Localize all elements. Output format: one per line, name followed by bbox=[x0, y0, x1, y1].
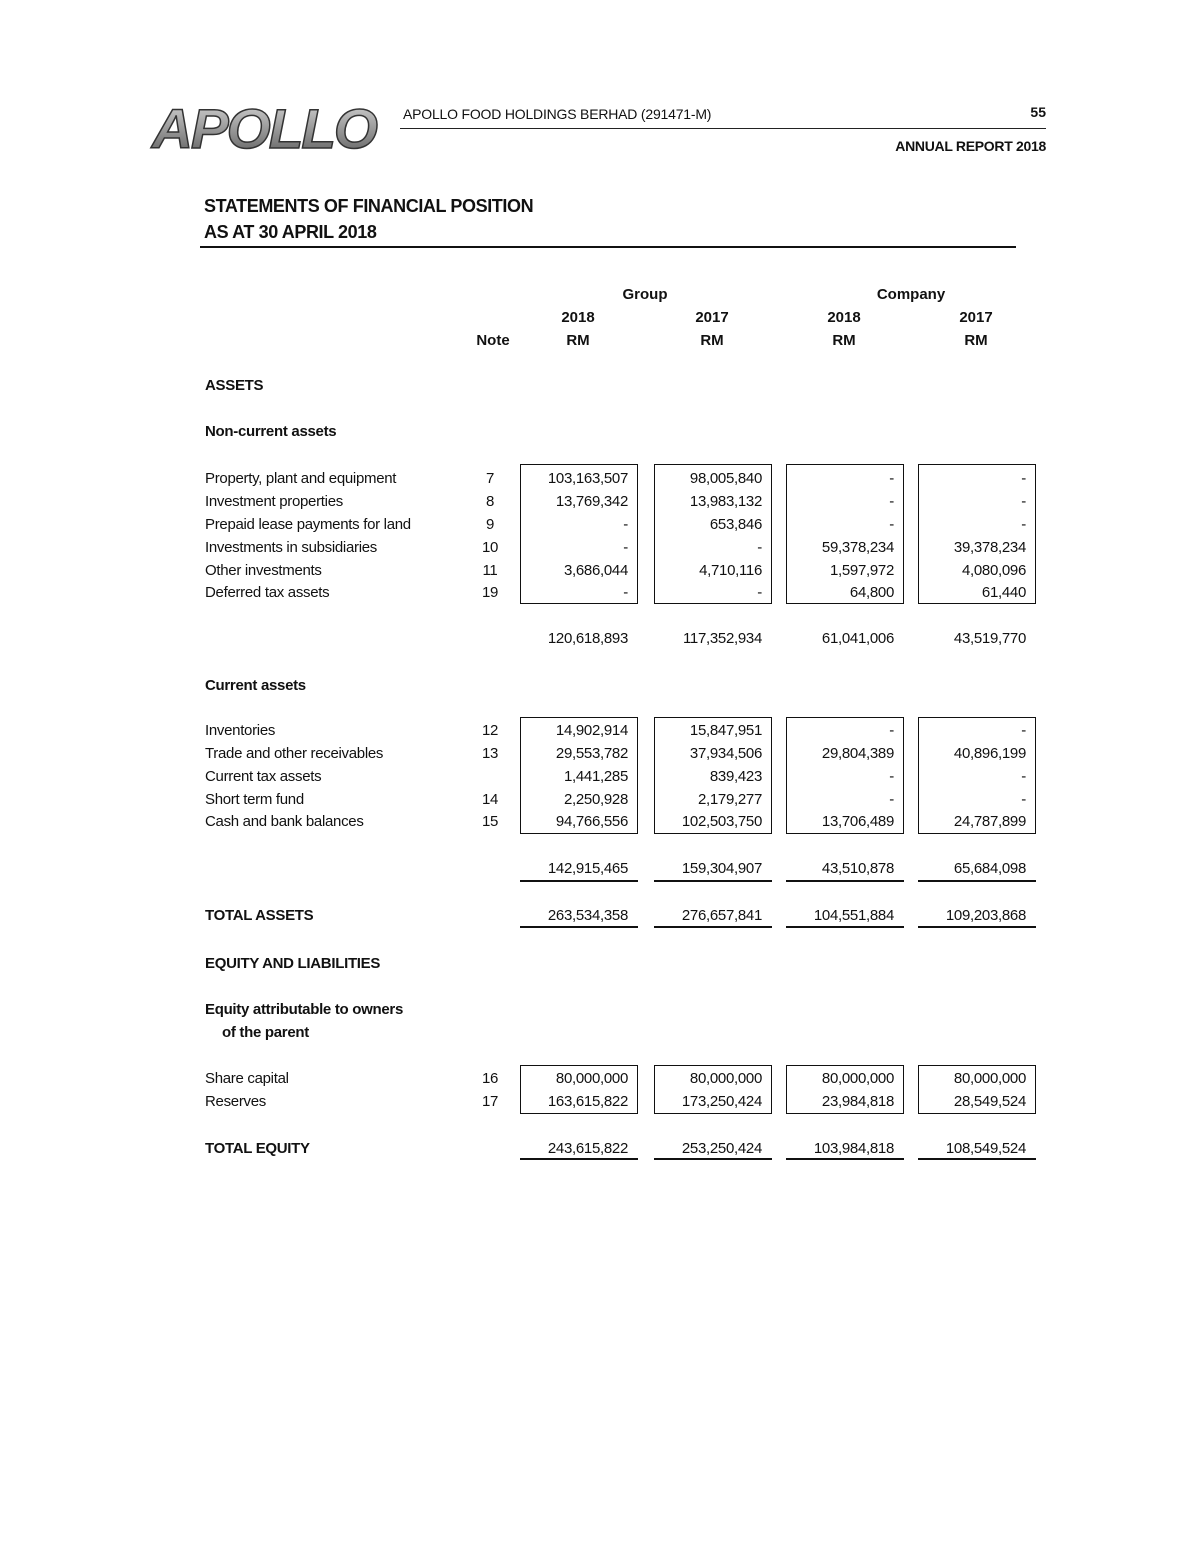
non-current-assets-heading: Non-current assets bbox=[205, 423, 337, 440]
total-underline bbox=[918, 926, 1036, 928]
line-item-label: Cash and bank balances bbox=[205, 813, 364, 830]
amount: - bbox=[1021, 768, 1026, 785]
amount: 102,503,750 bbox=[681, 813, 762, 830]
amount: 2,250,928 bbox=[563, 791, 628, 808]
total-amount: 104,551,884 bbox=[813, 907, 894, 924]
amount: 15,847,951 bbox=[689, 722, 762, 739]
amount: 29,553,782 bbox=[555, 745, 628, 762]
line-item-label: Deferred tax assets bbox=[205, 584, 330, 601]
line-item-label: Short term fund bbox=[205, 791, 304, 808]
amount: - bbox=[757, 539, 762, 556]
amount: - bbox=[1021, 791, 1026, 808]
total-amount: 103,984,818 bbox=[813, 1140, 894, 1157]
amount: 28,549,524 bbox=[953, 1093, 1026, 1110]
subtotal-underline bbox=[654, 880, 772, 882]
amount: 163,615,822 bbox=[547, 1093, 628, 1110]
amount: - bbox=[1021, 722, 1026, 739]
amount: 173,250,424 bbox=[681, 1093, 762, 1110]
line-item-label: Investments in subsidiaries bbox=[205, 539, 377, 556]
title-rule bbox=[200, 246, 1016, 248]
amount: 839,423 bbox=[709, 768, 762, 785]
amount: 39,378,234 bbox=[953, 539, 1026, 556]
amount: - bbox=[1021, 470, 1026, 487]
year-header: 2017 bbox=[695, 309, 729, 326]
line-item-label: Prepaid lease payments for land bbox=[205, 516, 411, 533]
amount: - bbox=[889, 470, 894, 487]
note-ref: 8 bbox=[485, 493, 495, 510]
total-amount: 263,534,358 bbox=[547, 907, 628, 924]
amount: 13,983,132 bbox=[689, 493, 762, 510]
line-item-label: Inventories bbox=[205, 722, 276, 739]
year-header: 2017 bbox=[959, 309, 993, 326]
amount: 3,686,044 bbox=[563, 562, 628, 579]
total-underline bbox=[520, 926, 638, 928]
amount: 2,179,277 bbox=[697, 791, 762, 808]
total-amount: 253,250,424 bbox=[681, 1140, 762, 1157]
amount: 1,441,285 bbox=[563, 768, 628, 785]
amount: - bbox=[623, 539, 628, 556]
amount: 23,984,818 bbox=[821, 1093, 894, 1110]
note-ref: 17 bbox=[481, 1093, 499, 1110]
amount: - bbox=[889, 768, 894, 785]
amount: 1,597,972 bbox=[829, 562, 894, 579]
total-underline bbox=[786, 1158, 904, 1160]
line-item-label: Reserves bbox=[205, 1093, 266, 1110]
note-ref: 16 bbox=[481, 1070, 499, 1087]
unit-header: RM bbox=[964, 332, 988, 349]
total-amount: 108,549,524 bbox=[945, 1140, 1026, 1157]
amount: 14,902,914 bbox=[555, 722, 628, 739]
amount: 24,787,899 bbox=[953, 813, 1026, 830]
amount: 37,934,506 bbox=[689, 745, 762, 762]
subtotal-amount: 159,304,907 bbox=[681, 860, 762, 877]
amount: - bbox=[623, 584, 628, 601]
total-amount: 276,657,841 bbox=[681, 907, 762, 924]
note-ref: 9 bbox=[485, 516, 495, 533]
amount: 59,378,234 bbox=[821, 539, 894, 556]
assets-heading: ASSETS bbox=[205, 377, 264, 394]
equity-attributable-heading: of the parent bbox=[222, 1024, 309, 1041]
amount: 103,163,507 bbox=[547, 470, 628, 487]
unit-header: RM bbox=[700, 332, 724, 349]
total-underline bbox=[786, 926, 904, 928]
amount: 80,000,000 bbox=[953, 1070, 1026, 1087]
line-item-label: Investment properties bbox=[205, 493, 343, 510]
amount: 80,000,000 bbox=[689, 1070, 762, 1087]
subtotal-amount: 65,684,098 bbox=[953, 860, 1026, 877]
amount: 98,005,840 bbox=[689, 470, 762, 487]
svg-text:APOLLO: APOLLO bbox=[149, 100, 378, 154]
total-amount: 109,203,868 bbox=[945, 907, 1026, 924]
statement-date: AS AT 30 APRIL 2018 bbox=[204, 222, 377, 242]
subtotal-amount: 61,041,006 bbox=[821, 630, 894, 647]
subtotal-amount: 120,618,893 bbox=[547, 630, 628, 647]
total-equity-label: TOTAL EQUITY bbox=[205, 1140, 310, 1157]
page-number: 55 bbox=[1030, 104, 1046, 120]
current-assets-heading: Current assets bbox=[205, 677, 306, 694]
amount: - bbox=[1021, 493, 1026, 510]
apollo-logo bbox=[148, 100, 380, 154]
subtotal-underline bbox=[520, 880, 638, 882]
company-header: Company bbox=[876, 286, 946, 303]
line-item-label: Other investments bbox=[205, 562, 322, 579]
total-underline bbox=[654, 926, 772, 928]
amount: - bbox=[757, 584, 762, 601]
note-ref: 19 bbox=[481, 584, 499, 601]
amount: - bbox=[889, 516, 894, 533]
total-underline bbox=[918, 1158, 1036, 1160]
note-ref: 12 bbox=[481, 722, 499, 739]
equity-attributable-heading: Equity attributable to owners bbox=[205, 1001, 403, 1018]
amount: 653,846 bbox=[709, 516, 762, 533]
amount: - bbox=[889, 791, 894, 808]
amount: - bbox=[889, 493, 894, 510]
amount: 80,000,000 bbox=[555, 1070, 628, 1087]
line-item-label: Property, plant and equipment bbox=[205, 470, 397, 487]
subtotal-underline bbox=[786, 880, 904, 882]
company-name: APOLLO FOOD HOLDINGS BERHAD (291471-M) bbox=[403, 106, 712, 122]
unit-header: RM bbox=[832, 332, 856, 349]
line-item-label: Trade and other receivables bbox=[205, 745, 384, 762]
amount: 40,896,199 bbox=[953, 745, 1026, 762]
year-header: 2018 bbox=[827, 309, 861, 326]
amount: 61,440 bbox=[981, 584, 1026, 601]
note-header: Note bbox=[476, 332, 510, 349]
total-amount: 243,615,822 bbox=[547, 1140, 628, 1157]
subtotal-amount: 117,352,934 bbox=[682, 630, 762, 647]
group-header: Group bbox=[622, 286, 668, 303]
subtotal-amount: 43,519,770 bbox=[953, 630, 1026, 647]
equity-liabilities-heading: EQUITY AND LIABILITIES bbox=[205, 955, 381, 972]
total-underline bbox=[654, 1158, 772, 1160]
amount: 29,804,389 bbox=[821, 745, 894, 762]
total-assets-label: TOTAL ASSETS bbox=[205, 907, 314, 924]
note-ref: 14 bbox=[481, 791, 499, 808]
amount: - bbox=[889, 722, 894, 739]
amount: 64,800 bbox=[849, 584, 894, 601]
note-ref: 7 bbox=[485, 470, 495, 487]
amount: 4,080,096 bbox=[961, 562, 1026, 579]
statement-title: STATEMENTS OF FINANCIAL POSITION bbox=[204, 196, 534, 216]
note-ref: 11 bbox=[482, 562, 498, 579]
amount: 13,706,489 bbox=[821, 813, 894, 830]
line-item-label: Share capital bbox=[205, 1070, 289, 1087]
note-ref: 13 bbox=[481, 745, 499, 762]
amount: - bbox=[1021, 516, 1026, 533]
year-header: 2018 bbox=[561, 309, 595, 326]
amount: 94,766,556 bbox=[555, 813, 628, 830]
subtotal-amount: 43,510,878 bbox=[821, 860, 894, 877]
report-name: ANNUAL REPORT 2018 bbox=[895, 138, 1046, 154]
subtotal-amount: 142,915,465 bbox=[547, 860, 628, 877]
line-item-label: Current tax assets bbox=[205, 768, 322, 785]
amount: - bbox=[623, 516, 628, 533]
note-ref: 15 bbox=[481, 813, 499, 830]
total-underline bbox=[520, 1158, 638, 1160]
amount: 4,710,116 bbox=[699, 562, 762, 579]
amount: 80,000,000 bbox=[821, 1070, 894, 1087]
subtotal-underline bbox=[918, 880, 1036, 882]
unit-header: RM bbox=[566, 332, 590, 349]
amount: 13,769,342 bbox=[555, 493, 628, 510]
header-rule bbox=[400, 128, 1046, 129]
note-ref: 10 bbox=[481, 539, 499, 556]
